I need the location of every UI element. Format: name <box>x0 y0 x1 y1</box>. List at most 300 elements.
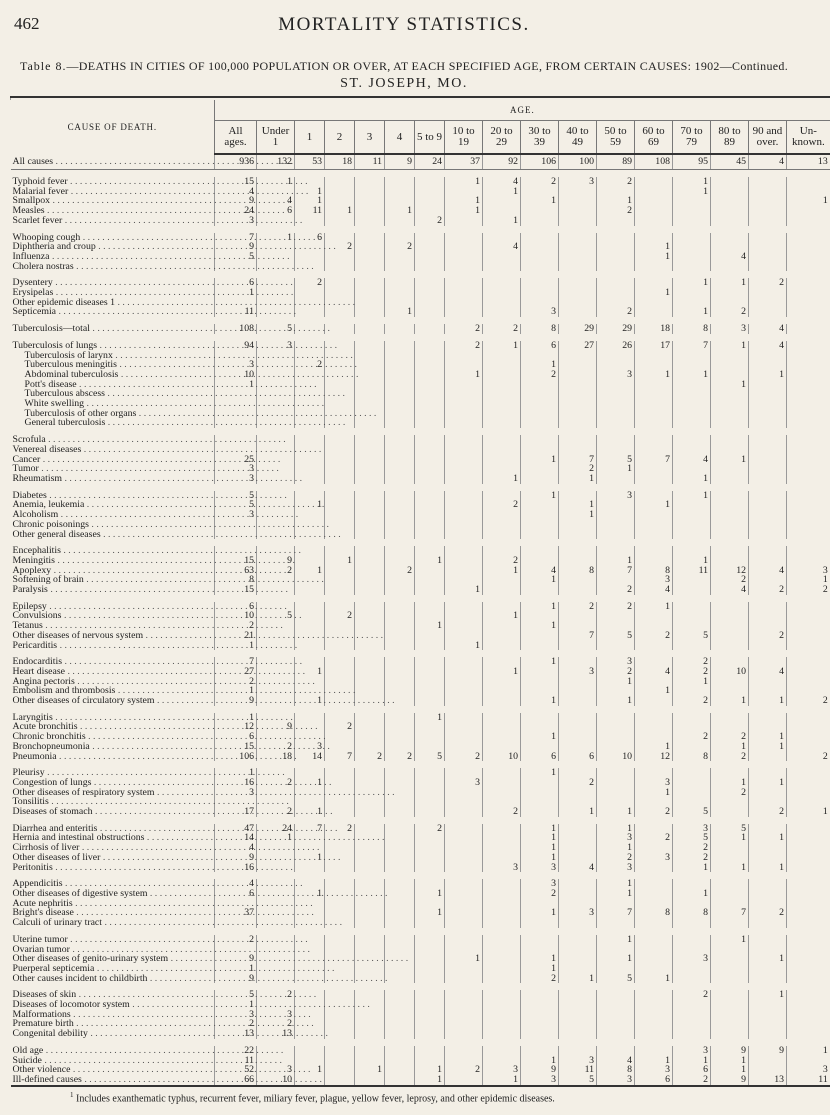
count-cell: 1 <box>559 807 597 817</box>
count-cell <box>385 500 415 510</box>
count-cell <box>325 464 355 474</box>
count-cell <box>787 242 830 252</box>
count-cell <box>325 1075 355 1086</box>
count-cell <box>325 435 355 445</box>
count-cell: 2 <box>787 696 830 706</box>
count-cell <box>295 641 325 651</box>
count-cell: 1 <box>483 667 521 677</box>
count-cell: 2 <box>295 278 325 288</box>
age-column-header: 1 <box>295 121 325 155</box>
count-cell: 9 <box>385 154 415 170</box>
count-cell: 1 <box>521 768 559 778</box>
count-cell: 7 <box>295 824 325 834</box>
cause-cell: Ovarian tumor . . . <box>11 945 215 955</box>
count-cell <box>445 889 483 899</box>
count-cell: 47 <box>215 824 257 834</box>
count-cell <box>711 262 749 272</box>
count-cell: 1 <box>295 889 325 899</box>
count-cell <box>445 435 483 445</box>
count-cell <box>711 206 749 216</box>
count-cell <box>355 370 385 380</box>
count-cell <box>483 935 521 945</box>
count-cell: 6 <box>521 341 559 351</box>
count-cell: 15 <box>215 742 257 752</box>
count-cell: 11 <box>215 307 257 317</box>
count-cell <box>711 990 749 1000</box>
count-cell <box>559 732 597 742</box>
count-cell <box>711 1000 749 1010</box>
count-cell <box>787 732 830 742</box>
count-cell <box>597 216 635 226</box>
count-cell <box>445 546 483 556</box>
count-cell <box>385 520 415 530</box>
count-cell <box>711 797 749 807</box>
count-cell: 106 <box>521 154 559 170</box>
count-cell <box>749 510 787 520</box>
count-cell: 1 <box>711 833 749 843</box>
count-cell: 1 <box>673 889 711 899</box>
count-cell <box>483 713 521 723</box>
count-cell <box>385 585 415 595</box>
count-cell <box>521 935 559 945</box>
count-cell: 1 <box>673 187 711 197</box>
count-cell: 1 <box>635 742 673 752</box>
count-cell <box>415 418 445 428</box>
count-cell <box>415 360 445 370</box>
cause-cell: Diphtheria and croup . . . <box>11 242 215 252</box>
count-cell <box>415 1010 445 1020</box>
count-cell: 18 <box>325 154 355 170</box>
count-cell: 3 <box>215 474 257 484</box>
count-cell <box>673 409 711 419</box>
count-cell <box>787 853 830 863</box>
count-cell <box>415 187 445 197</box>
count-cell <box>787 206 830 216</box>
table-row <box>11 154 830 170</box>
count-cell <box>355 360 385 370</box>
count-cell <box>559 824 597 834</box>
count-cell <box>483 964 521 974</box>
count-cell <box>711 464 749 474</box>
count-cell <box>325 899 355 909</box>
count-cell: 2 <box>215 1019 257 1029</box>
count-cell <box>749 196 787 206</box>
count-cell <box>711 233 749 243</box>
count-cell: 1 <box>635 252 673 262</box>
table-row <box>11 1075 830 1086</box>
count-cell: 7 <box>673 341 711 351</box>
count-cell: 12 <box>711 566 749 576</box>
count-cell: 10 <box>257 1075 295 1086</box>
count-cell: 4 <box>749 324 787 334</box>
count-cell <box>787 546 830 556</box>
count-cell <box>415 520 445 530</box>
age-column-header: 10 to 19 <box>445 121 483 155</box>
count-cell: 3 <box>635 1065 673 1075</box>
cause-cell: Laryngitis . . . <box>11 713 215 723</box>
age-column-header: 50 to 59 <box>597 121 635 155</box>
count-cell <box>787 631 830 641</box>
count-cell: 3 <box>257 341 295 351</box>
count-cell <box>673 713 711 723</box>
count-cell <box>445 233 483 243</box>
cause-cell: Hernia and intestinal obstructions . . . <box>11 833 215 843</box>
count-cell: 8 <box>559 566 597 576</box>
count-cell <box>325 566 355 576</box>
count-cell: 3 <box>215 788 257 798</box>
count-cell: 1 <box>415 889 445 899</box>
count-cell <box>787 262 830 272</box>
count-cell: 4 <box>749 667 787 677</box>
count-cell: 1 <box>597 843 635 853</box>
count-cell <box>711 520 749 530</box>
count-cell: 2 <box>597 206 635 216</box>
count-cell: 1 <box>711 1056 749 1066</box>
count-cell <box>385 974 415 984</box>
count-cell <box>711 187 749 197</box>
count-cell <box>521 1000 559 1010</box>
count-cell <box>673 918 711 928</box>
count-cell: 1 <box>635 370 673 380</box>
cause-cell: Congenital debility . . . <box>11 1029 215 1039</box>
count-cell <box>635 389 673 399</box>
count-cell: 4 <box>215 879 257 889</box>
count-cell <box>749 1010 787 1020</box>
count-cell: 2 <box>295 360 325 370</box>
count-cell <box>385 1056 415 1066</box>
count-cell: 5 <box>597 455 635 465</box>
count-cell <box>635 889 673 899</box>
count-cell <box>521 797 559 807</box>
count-cell: 9 <box>215 196 257 206</box>
count-cell <box>673 242 711 252</box>
count-cell <box>787 216 830 226</box>
count-cell <box>521 206 559 216</box>
count-cell: 3 <box>559 908 597 918</box>
count-cell <box>635 1010 673 1020</box>
count-cell: 3 <box>521 879 559 889</box>
count-cell: 1 <box>385 307 415 317</box>
age-column-header: 40 to 49 <box>559 121 597 155</box>
count-cell <box>521 380 559 390</box>
count-cell <box>325 455 355 465</box>
count-cell: 2 <box>749 807 787 817</box>
age-column-header: 2 <box>325 121 355 155</box>
count-cell: 1 <box>521 360 559 370</box>
count-cell <box>711 974 749 984</box>
count-cell: 1 <box>597 464 635 474</box>
count-cell <box>521 778 559 788</box>
count-cell <box>415 252 445 262</box>
count-cell <box>355 418 385 428</box>
count-cell <box>635 879 673 889</box>
count-cell <box>483 370 521 380</box>
count-cell <box>711 216 749 226</box>
count-cell: 1 <box>483 1075 521 1086</box>
count-cell: 1 <box>483 187 521 197</box>
count-cell: 11 <box>787 1075 830 1086</box>
count-cell <box>673 611 711 621</box>
count-cell: 4 <box>749 154 787 170</box>
count-cell <box>355 341 385 351</box>
count-cell <box>749 843 787 853</box>
age-column-header: 60 to 69 <box>635 121 673 155</box>
count-cell <box>483 899 521 909</box>
count-cell: 26 <box>597 341 635 351</box>
count-cell <box>325 1029 355 1039</box>
count-cell: 1 <box>325 206 355 216</box>
count-cell: 1 <box>445 641 483 651</box>
count-cell <box>749 288 787 298</box>
count-cell <box>749 399 787 409</box>
count-cell <box>635 435 673 445</box>
count-cell <box>749 918 787 928</box>
count-cell <box>787 788 830 798</box>
count-cell <box>711 510 749 520</box>
count-cell <box>445 566 483 576</box>
count-cell <box>673 788 711 798</box>
count-cell: 1 <box>787 807 830 817</box>
count-cell <box>415 990 445 1000</box>
count-cell <box>521 278 559 288</box>
count-cell: 8 <box>597 1065 635 1075</box>
count-cell <box>445 491 483 501</box>
count-cell: 3 <box>215 216 257 226</box>
count-cell <box>559 833 597 843</box>
count-cell <box>597 474 635 484</box>
count-cell <box>415 667 445 677</box>
count-cell <box>445 1029 483 1039</box>
cause-cell: Venereal diseases . . . <box>11 445 215 455</box>
count-cell: 2 <box>521 889 559 899</box>
count-cell <box>445 530 483 540</box>
count-cell <box>673 252 711 262</box>
count-cell <box>635 530 673 540</box>
count-cell: 6 <box>673 1065 711 1075</box>
count-cell <box>559 370 597 380</box>
count-cell <box>415 797 445 807</box>
count-cell: 37 <box>445 154 483 170</box>
count-cell: 2 <box>711 788 749 798</box>
count-cell <box>445 899 483 909</box>
count-cell: 5 <box>215 491 257 501</box>
count-cell: 1 <box>257 233 295 243</box>
cause-cell: Meningitis . . . <box>11 556 215 566</box>
count-cell <box>521 242 559 252</box>
count-cell <box>597 510 635 520</box>
count-cell <box>711 631 749 641</box>
count-cell <box>597 641 635 651</box>
count-cell <box>711 418 749 428</box>
count-cell <box>559 879 597 889</box>
cause-cell: Malarial fever . . . <box>11 187 215 197</box>
count-cell <box>415 631 445 641</box>
count-cell: 2 <box>559 778 597 788</box>
count-cell <box>483 908 521 918</box>
cause-cell: Other diseases of digestive system . . . <box>11 889 215 899</box>
count-cell: 1 <box>673 474 711 484</box>
count-cell <box>749 252 787 262</box>
count-cell <box>385 252 415 262</box>
count-cell <box>711 677 749 687</box>
cause-cell: Cholera nostras . . . <box>11 262 215 272</box>
cause-cell: Cirrhosis of liver . . . <box>11 843 215 853</box>
count-cell: 1 <box>415 1075 445 1086</box>
count-cell <box>385 1010 415 1020</box>
count-cell: 1 <box>787 1046 830 1056</box>
count-cell: 2 <box>521 974 559 984</box>
count-cell <box>483 833 521 843</box>
count-cell <box>415 474 445 484</box>
count-cell <box>325 641 355 651</box>
count-cell <box>521 807 559 817</box>
cause-cell: Abdominal tuberculosis . . . <box>11 370 215 380</box>
count-cell <box>483 445 521 455</box>
count-cell: 1 <box>521 824 559 834</box>
count-cell <box>711 530 749 540</box>
count-cell: 2 <box>215 935 257 945</box>
count-cell <box>711 964 749 974</box>
count-cell <box>385 409 415 419</box>
count-cell <box>415 566 445 576</box>
cause-cell: Pericarditis . . . <box>11 641 215 651</box>
footnote-text: Includes exanthematic typhus, recurrent fever, miliary fever, plague, yellow fever, leprosy, and other epidemic diseases. <box>76 1092 555 1104</box>
count-cell: 10 <box>597 752 635 762</box>
count-cell: 2 <box>673 732 711 742</box>
count-cell <box>415 677 445 687</box>
count-cell <box>711 611 749 621</box>
count-cell <box>559 206 597 216</box>
count-cell <box>385 278 415 288</box>
count-cell <box>787 918 830 928</box>
count-cell <box>415 298 445 308</box>
count-cell: 2 <box>673 667 711 677</box>
cause-cell: Chronic bronchitis . . . <box>11 732 215 742</box>
count-cell: 2 <box>445 752 483 762</box>
count-cell: 1 <box>415 1065 445 1075</box>
count-cell <box>355 530 385 540</box>
age-column-header: Under 1 <box>257 121 295 155</box>
count-cell <box>445 351 483 361</box>
count-cell <box>483 631 521 641</box>
count-cell: 2 <box>257 1019 295 1029</box>
count-cell <box>559 935 597 945</box>
count-cell <box>673 1010 711 1020</box>
mortality-table <box>10 96 830 1087</box>
count-cell <box>415 389 445 399</box>
count-cell: 9 <box>711 1046 749 1056</box>
count-cell <box>325 1010 355 1020</box>
count-cell: 89 <box>597 154 635 170</box>
count-cell: 1 <box>711 341 749 351</box>
count-cell <box>483 945 521 955</box>
count-cell <box>385 1065 415 1075</box>
count-cell <box>355 602 385 612</box>
table-row <box>11 696 830 706</box>
count-cell: 1 <box>711 778 749 788</box>
count-cell: 8 <box>215 575 257 585</box>
count-cell <box>415 1019 445 1029</box>
count-cell <box>415 491 445 501</box>
count-cell: 1 <box>215 713 257 723</box>
count-cell <box>559 889 597 899</box>
count-cell <box>445 380 483 390</box>
count-cell <box>445 455 483 465</box>
count-cell: 15 <box>215 585 257 595</box>
count-cell <box>597 778 635 788</box>
count-cell: 1 <box>295 187 325 197</box>
count-cell <box>521 399 559 409</box>
count-cell <box>325 1065 355 1075</box>
count-cell: 4 <box>257 196 295 206</box>
count-cell: 1 <box>521 833 559 843</box>
count-cell <box>559 918 597 928</box>
count-cell <box>559 954 597 964</box>
count-cell <box>787 500 830 510</box>
cause-cell: Encephalitis . . . <box>11 546 215 556</box>
count-cell: 5 <box>673 631 711 641</box>
age-column-header: All ages. <box>215 121 257 155</box>
count-cell: 16 <box>215 778 257 788</box>
count-cell: 24 <box>415 154 445 170</box>
count-cell <box>597 1000 635 1010</box>
count-cell <box>483 879 521 889</box>
count-cell <box>635 196 673 206</box>
count-cell: 2 <box>711 752 749 762</box>
count-cell <box>597 242 635 252</box>
count-cell <box>559 418 597 428</box>
count-cell <box>415 370 445 380</box>
count-cell <box>355 351 385 361</box>
count-cell <box>355 1075 385 1086</box>
count-cell <box>325 262 355 272</box>
cause-cell: Cancer . . . <box>11 455 215 465</box>
count-cell <box>787 389 830 399</box>
count-cell: 2 <box>597 307 635 317</box>
count-cell: 4 <box>749 566 787 576</box>
count-cell <box>711 889 749 899</box>
count-cell: 1 <box>635 288 673 298</box>
count-cell: 1 <box>295 667 325 677</box>
count-cell <box>559 945 597 955</box>
count-cell <box>355 853 385 863</box>
count-cell: 9 <box>257 556 295 566</box>
count-cell: 4 <box>711 252 749 262</box>
count-cell <box>521 677 559 687</box>
count-cell <box>415 464 445 474</box>
count-cell <box>355 288 385 298</box>
count-cell: 2 <box>325 722 355 732</box>
count-cell: 1 <box>521 196 559 206</box>
table-row <box>11 752 830 762</box>
count-cell: 15 <box>215 556 257 566</box>
count-cell <box>325 177 355 187</box>
count-cell <box>355 389 385 399</box>
count-cell: 22 <box>215 1046 257 1056</box>
count-cell <box>355 935 385 945</box>
count-cell <box>445 520 483 530</box>
count-cell <box>445 722 483 732</box>
count-cell <box>711 196 749 206</box>
cause-cell: Bright's disease . . . <box>11 908 215 918</box>
count-cell <box>787 341 830 351</box>
count-cell: 9 <box>257 722 295 732</box>
page <box>10 12 828 1104</box>
count-cell <box>415 455 445 465</box>
count-cell: 95 <box>673 154 711 170</box>
count-cell: 4 <box>215 187 257 197</box>
count-cell <box>787 954 830 964</box>
